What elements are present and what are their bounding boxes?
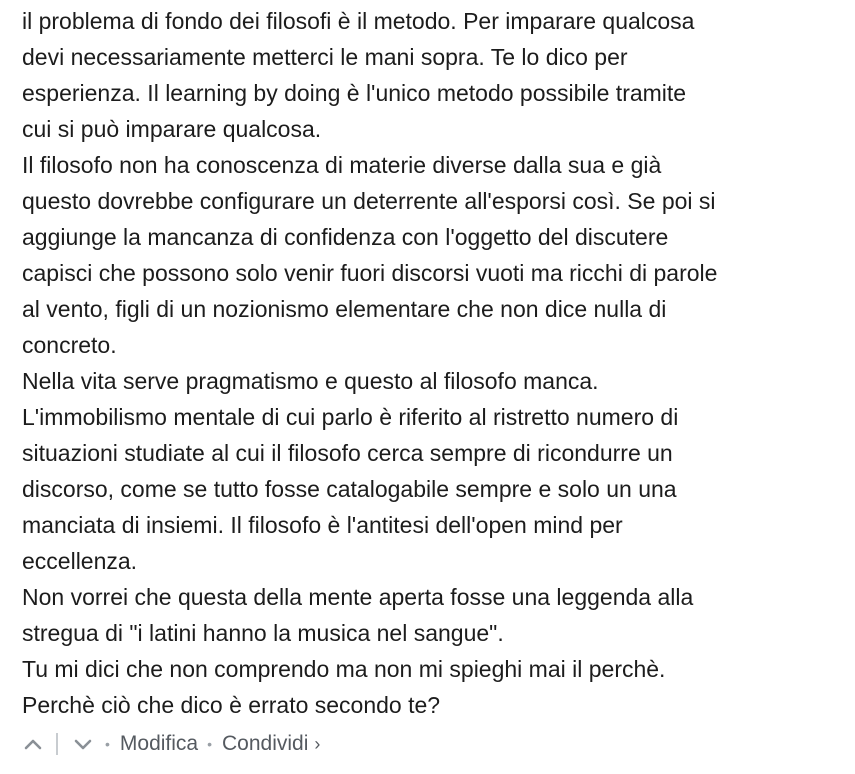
vote-divider (56, 733, 58, 755)
paragraph: Il filosofo non ha conoscenza di materie diverse dalla sua e già questo dovrebbe configurare un deterrente all'esporsi così. Se poi si aggiunge la mancanza di confidenza con l'oggetto del discutere capisci che possono solo venir fuori discorsi vuoti ma ricchi di parole al vento, figli di un nozionismo elementare che non dice nulla di concreto. (22, 152, 718, 358)
separator-dot: • (207, 736, 213, 752)
chevron-up-icon (24, 738, 42, 750)
action-bar (20, 727, 320, 761)
paragraph: il problema di fondo dei filosofi è il metodo. Per imparare qualcosa devi necessariamente metterci le mani sopra. Te lo dico per esperienza. Il learning by doing è l'unico metodo possibile tramite cui si può imparare qualcosa. (22, 8, 695, 142)
chevron-down-icon (74, 738, 92, 750)
upvote-button[interactable] (20, 729, 46, 759)
share-button[interactable] (222, 732, 320, 756)
separator-dot: • (105, 736, 110, 752)
share-label: Condividi (222, 732, 309, 755)
downvote-button[interactable] (70, 729, 96, 759)
paragraph: Non vorrei che questa della mente aperta fosse una leggenda alla stregua di "i latini hanno la musica nel sangue". (22, 584, 694, 646)
paragraph: Tu mi dici che non comprendo ma non mi spieghi mai il perchè. Perchè ciò che dico è errato secondo te? (22, 656, 666, 718)
chevron-right-icon: › (314, 734, 321, 754)
paragraph: Nella vita serve pragmatismo e questo al filosofo manca. L'immobilismo mentale di cui parlo è riferito al ristretto numero di situazioni studiate al cui il filosofo cerca sempre di ricondurre un discorso, come se tutto fosse catalogabile sempre e solo un una manciata di insiemi. Il filosofo è l'antitesi dell'open mind per eccellenza. (22, 368, 679, 574)
answer-body (22, 3, 847, 723)
edit-button[interactable]: Modifica (119, 732, 199, 755)
